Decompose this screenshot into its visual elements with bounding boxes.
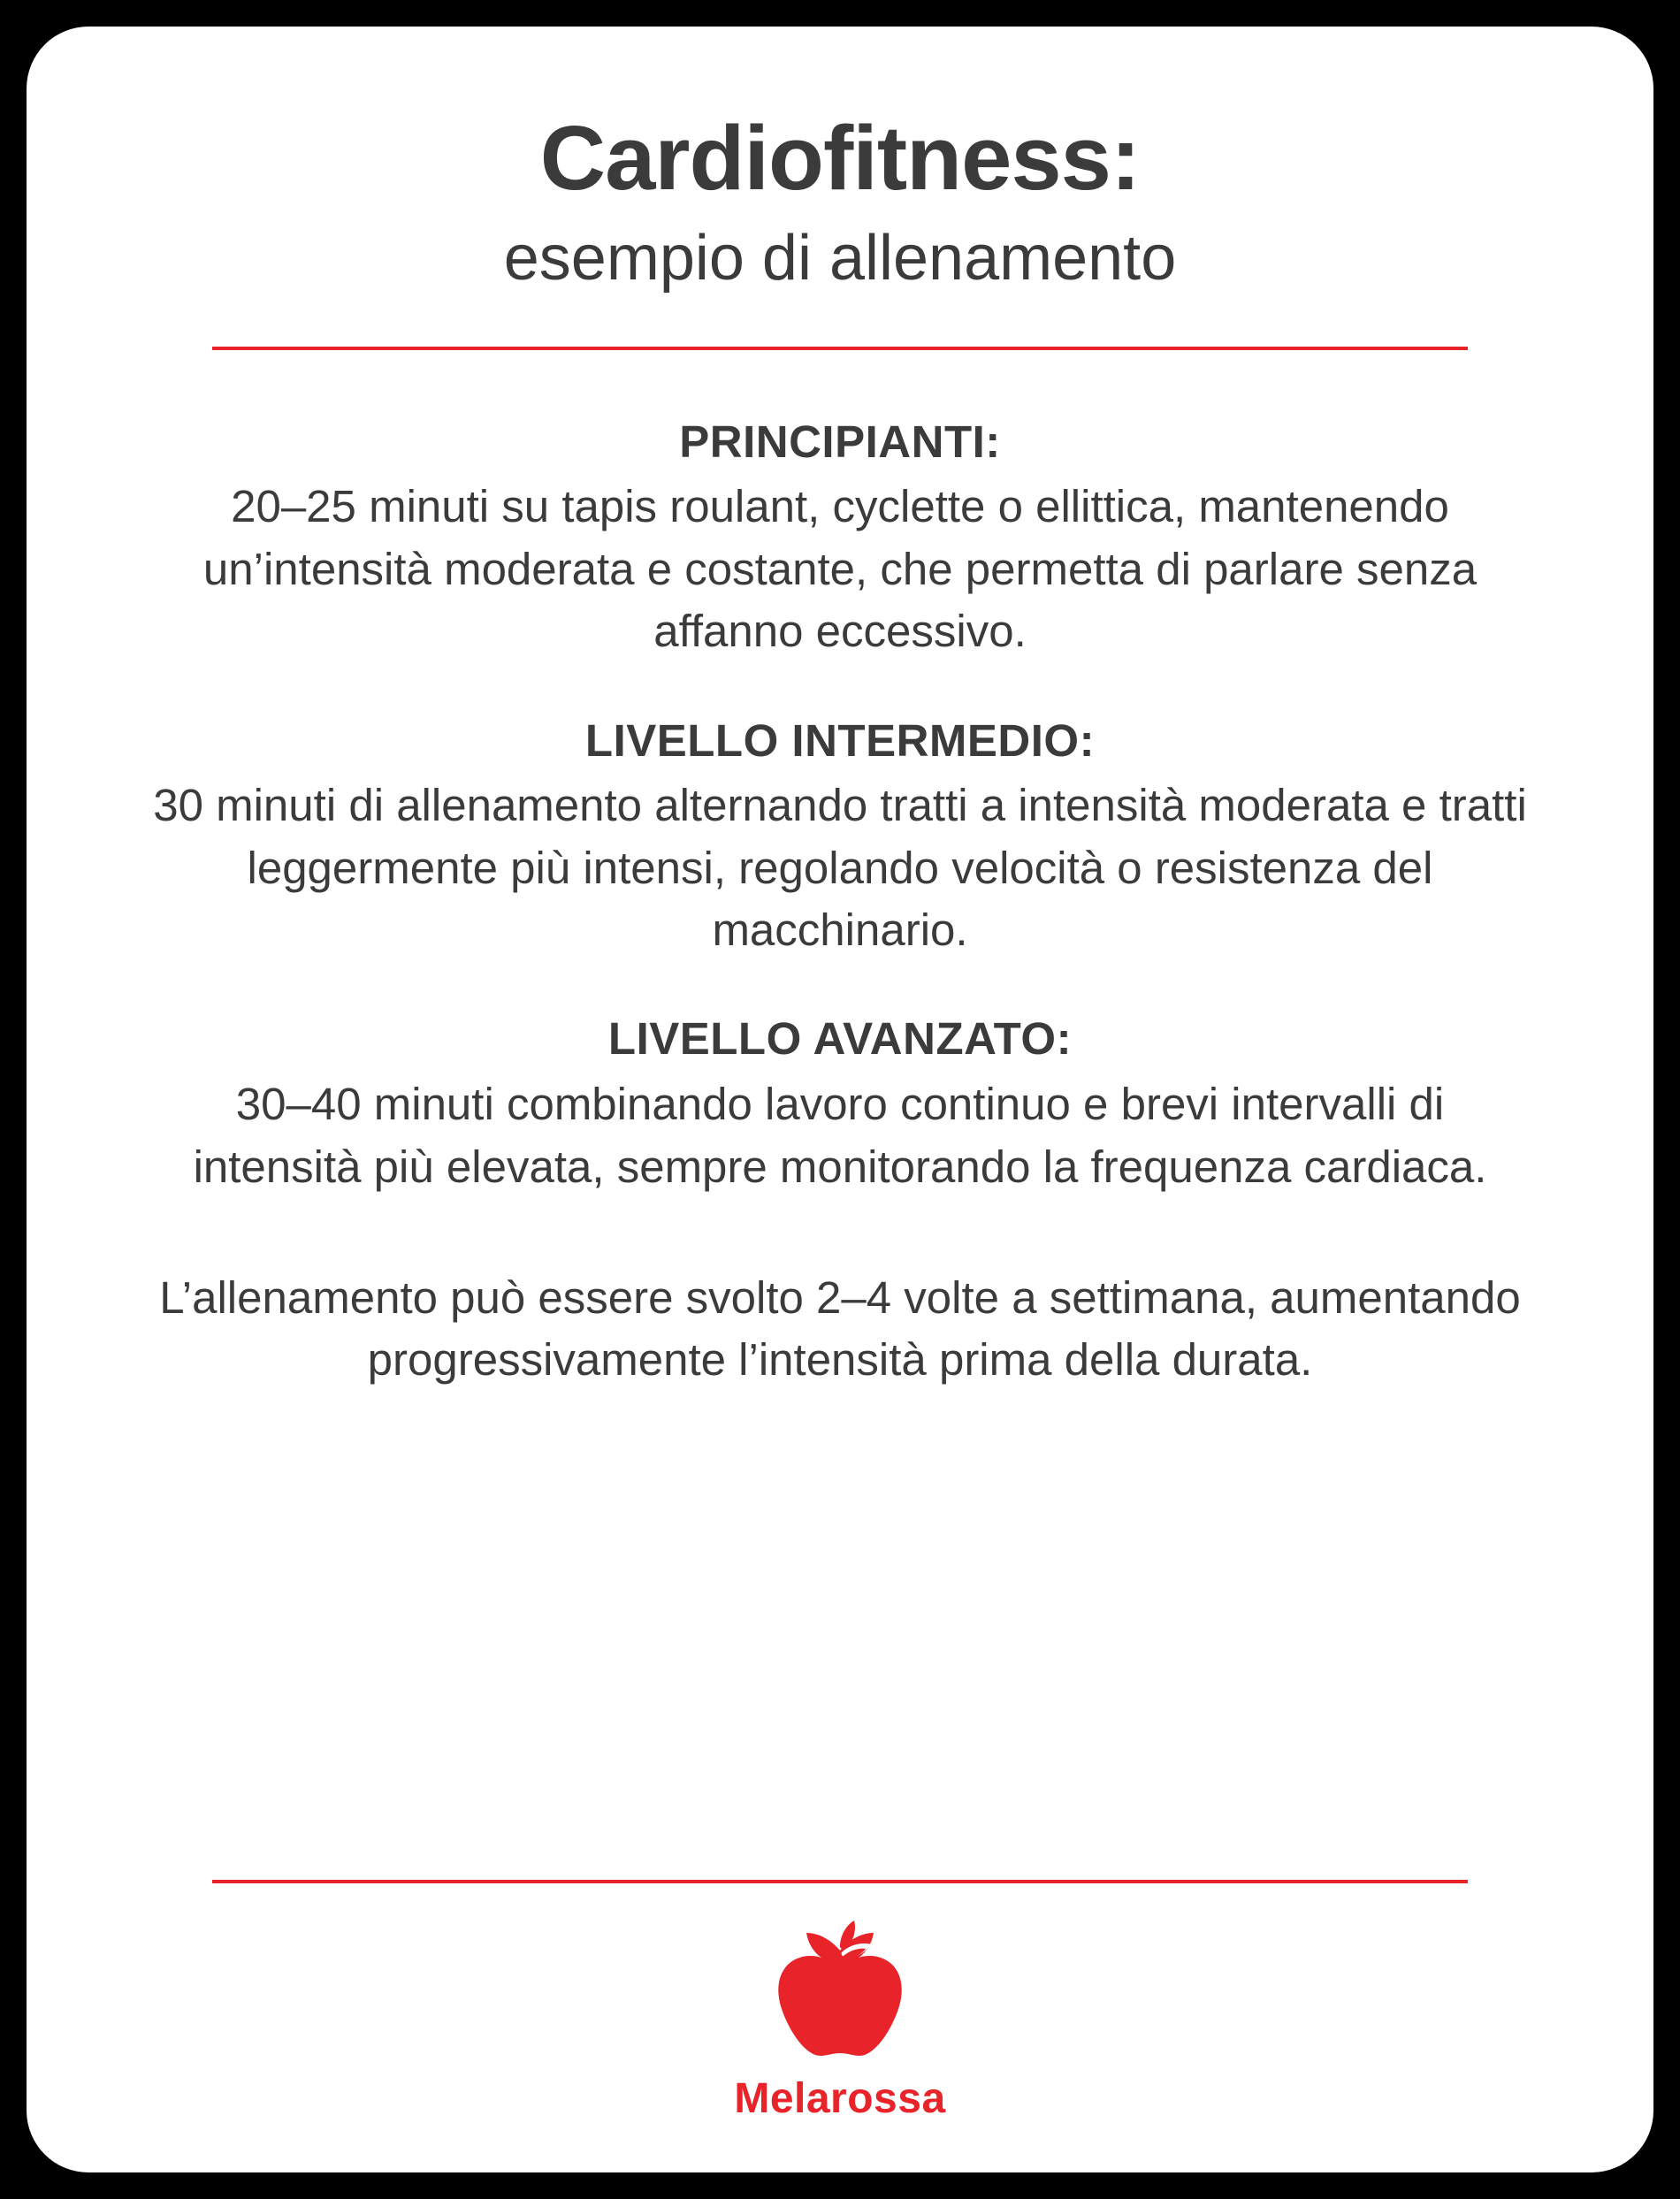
section-text: 20–25 minuti su tapis roulant, cyclette o ellittica, mantenendo un’intensità moderata e costante, che permetta di parlare senza affanno eccessivo.	[202, 481, 1478, 657]
page-subtitle: esempio di allenamento	[503, 223, 1177, 294]
section-heading: LIVELLO INTERMEDIO:	[584, 714, 1096, 766]
divider-bottom-holder	[27, 1867, 1653, 1883]
closing-note: L’allenamento può essere svolto 2–4 volte a settimana, aumentando progressivamente l’intensità prima della durata.	[159, 1272, 1521, 1386]
section-advanced	[150, 1009, 1530, 1198]
red-apple-icon	[764, 1920, 916, 2069]
brand-logo	[734, 1920, 945, 2123]
section-text: 30–40 minuti combinando lavoro continuo e brevi intervalli di intensità più elevata, sempre monitorando la frequenza cardiaca.	[193, 1079, 1487, 1192]
section-intermediate	[150, 711, 1530, 962]
page-title: Cardiofitness:	[539, 107, 1141, 209]
section-heading: PRINCIPIANTI:	[679, 416, 1001, 467]
card-footer	[27, 1761, 1653, 2172]
title-block	[27, 107, 1653, 297]
info-card	[27, 27, 1653, 2172]
divider-bottom	[212, 1880, 1468, 1883]
divider-top	[212, 347, 1468, 350]
section-heading: LIVELLO AVANZATO:	[607, 1013, 1073, 1065]
section-text: 30 minuti di allenamento alternando tratti a intensità moderata e tratti leggermente più intensi, regolando velocità o resistenza del macchinario.	[153, 780, 1527, 956]
section-beginners	[150, 412, 1530, 663]
content-body	[150, 412, 1530, 1392]
brand-name: Melarossa	[734, 2075, 946, 2122]
